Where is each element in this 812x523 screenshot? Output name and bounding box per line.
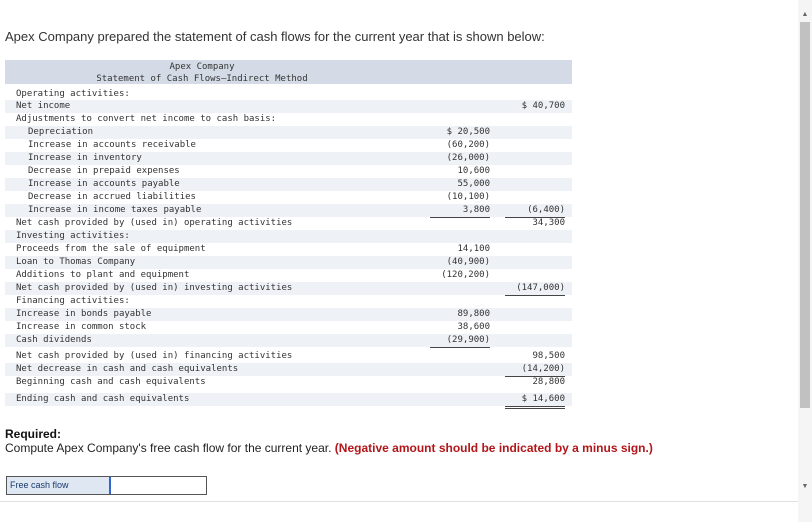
row-label: Investing activities: xyxy=(16,231,130,241)
statement-row xyxy=(5,363,572,376)
statement-row xyxy=(5,308,572,321)
free-cash-flow-input[interactable] xyxy=(109,477,206,494)
row-amount-detail: (29,900) xyxy=(430,334,490,348)
row-amount-total: $ 14,600 xyxy=(505,393,565,409)
statement-row xyxy=(5,376,572,389)
row-label: Net cash provided by (used in) operating activities xyxy=(16,218,293,228)
row-label: Net cash provided by (used in) investing activities xyxy=(16,283,293,293)
scrollbar-thumb[interactable] xyxy=(800,22,810,408)
required-heading: Required: xyxy=(5,427,62,441)
row-label: Financing activities: xyxy=(16,296,130,306)
statement-row xyxy=(5,217,572,230)
intro-text: Apex Company prepared the statement of cash flows for the current year that is shown below: xyxy=(5,29,545,44)
statement-row xyxy=(5,321,572,334)
statement-row xyxy=(5,88,572,101)
row-label: Proceeds from the sale of equipment xyxy=(16,244,206,254)
statement-row xyxy=(5,230,572,243)
row-amount-total: (6,400) xyxy=(505,204,565,218)
required-instructions xyxy=(5,441,653,455)
statement-row xyxy=(5,204,572,217)
row-label: Increase in inventory xyxy=(28,153,142,163)
row-amount-detail: 55,000 xyxy=(457,179,490,189)
row-amount-detail: 38,600 xyxy=(457,322,490,332)
row-label: Net decrease in cash and cash equivalents xyxy=(16,364,239,374)
answer-row xyxy=(6,476,207,495)
row-label: Ending cash and cash equivalents xyxy=(16,394,190,404)
row-label: Additions to plant and equipment xyxy=(16,270,190,280)
row-label: Increase in common stock xyxy=(16,322,147,332)
statement-row xyxy=(5,178,572,191)
statement-row xyxy=(5,269,572,282)
statement-row xyxy=(5,165,572,178)
row-label: Adjustments to convert net income to cash basis: xyxy=(16,114,277,124)
row-label: Decrease in prepaid expenses xyxy=(28,166,180,176)
answer-label: Free cash flow xyxy=(7,477,109,494)
row-label: Increase in income taxes payable xyxy=(28,205,202,215)
company-name: Apex Company xyxy=(169,62,235,72)
row-label: Decrease in accrued liabilities xyxy=(28,192,196,202)
statement-title: Statement of Cash Flows—Indirect Method xyxy=(96,74,308,84)
vertical-scrollbar[interactable] xyxy=(798,0,812,522)
row-amount-total: (14,200) xyxy=(505,363,565,377)
row-amount-detail: (120,200) xyxy=(430,269,490,283)
statement-row xyxy=(5,256,572,269)
statement-row xyxy=(5,152,572,165)
row-amount-detail: 10,600 xyxy=(457,166,490,176)
row-amount-total: 98,500 xyxy=(532,351,565,361)
statement-row xyxy=(5,191,572,204)
row-amount-detail: 14,100 xyxy=(457,244,490,254)
scroll-down-icon[interactable]: ▼ xyxy=(801,483,809,490)
row-amount-total: $ 40,700 xyxy=(521,101,565,111)
statement-row xyxy=(5,113,572,126)
row-amount-detail: 89,800 xyxy=(457,309,490,319)
row-label: Beginning cash and cash equivalents xyxy=(16,377,206,387)
statement-row xyxy=(5,282,572,295)
row-amount-total: 28,800 xyxy=(532,377,565,387)
statement-row xyxy=(5,334,572,347)
row-label: Net income xyxy=(16,101,71,111)
row-amount-total: (147,000) xyxy=(505,282,565,296)
scroll-up-icon[interactable]: ▲ xyxy=(801,11,809,18)
row-label: Loan to Thomas Company xyxy=(16,257,136,267)
required-note: (Negative amount should be indicated by a minus sign.) xyxy=(334,441,653,455)
row-amount-detail: (26,000) xyxy=(446,153,490,163)
row-label: Net cash provided by (used in) financing activities xyxy=(16,351,293,361)
row-amount-detail: (40,900) xyxy=(446,257,490,267)
row-label: Increase in bonds payable xyxy=(16,309,152,319)
statement-row xyxy=(5,350,572,363)
row-amount-detail: $ 20,500 xyxy=(446,127,490,137)
statement-row xyxy=(5,126,572,139)
row-amount-detail: (60,200) xyxy=(446,140,490,150)
required-text: Compute Apex Company's free cash flow for the current year. xyxy=(5,441,332,455)
row-label: Cash dividends xyxy=(16,335,92,345)
row-label: Depreciation xyxy=(28,127,94,137)
bottom-navigation-bar xyxy=(0,501,798,523)
row-label: Operating activities: xyxy=(16,88,130,99)
statement-row xyxy=(5,393,572,406)
statement-header xyxy=(5,60,572,84)
statement-row xyxy=(5,100,572,113)
statement-row xyxy=(5,243,572,256)
cash-flow-statement xyxy=(5,60,572,410)
statement-row xyxy=(5,295,572,308)
row-label: Increase in accounts receivable xyxy=(28,140,196,150)
statement-row xyxy=(5,139,572,152)
row-label: Increase in accounts payable xyxy=(28,179,180,189)
row-amount-detail: (10,100) xyxy=(446,192,490,202)
row-amount-total: 34,300 xyxy=(532,218,565,228)
row-amount-detail: 3,800 xyxy=(430,204,490,218)
